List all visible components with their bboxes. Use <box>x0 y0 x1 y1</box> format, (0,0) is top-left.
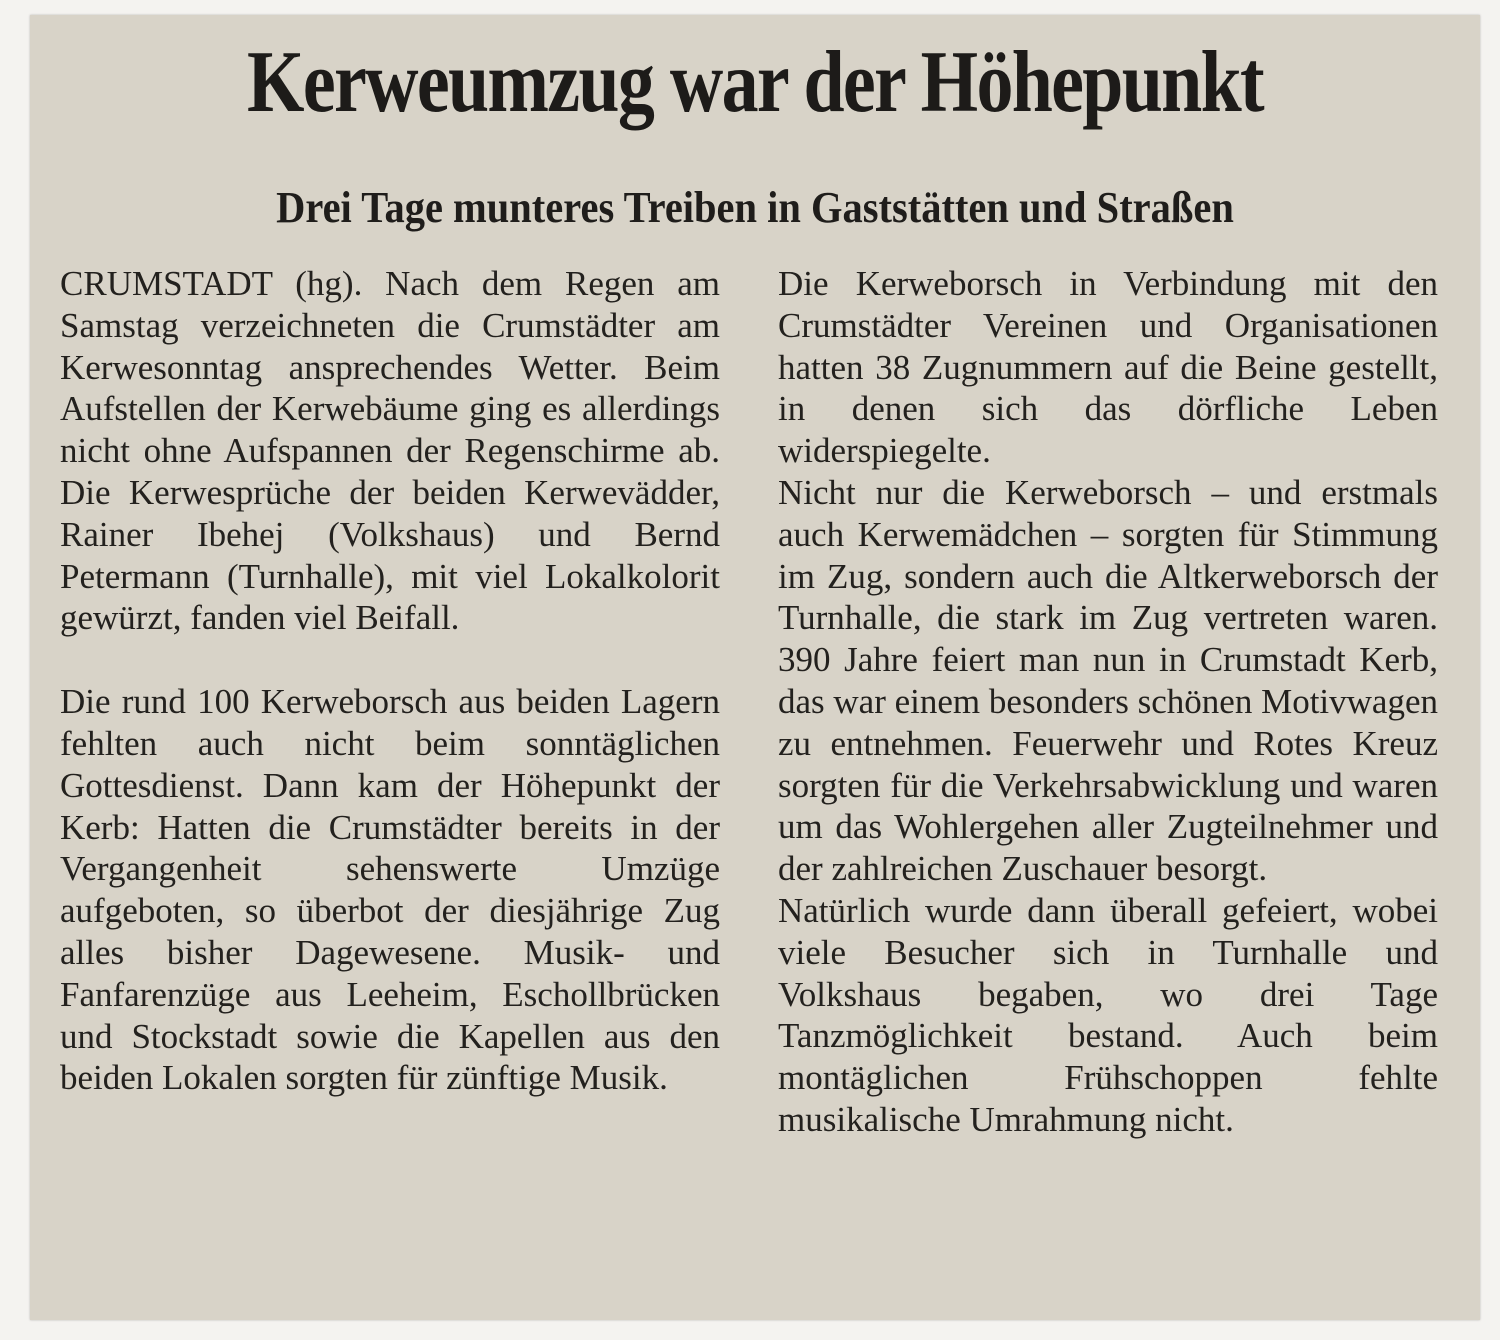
left-paragraph-2: Die rund 100 Kerweborsch aus beiden Lagern fehlten auch nicht beim sonntäglichen Gottesdienst. Dann kam der Höhepunkt der Kerb: Hatten die Crumstädter bereits in der Vergangenheit sehenswerte Umzüge aufgeboten, so überbot der diesjährige Zug alles bisher Dagewesene. Musik- und Fanfarenzüge aus Leeheim, Eschollbrücken und Stockstadt sowie die Kapellen aus den beiden Lokalen sorgten für zünftige Musik. <box>60 682 720 1098</box>
right-column <box>778 263 1438 1141</box>
headline: Kerweumzug war der Höhepunkt <box>247 34 1263 131</box>
newspaper-clipping <box>30 15 1480 1320</box>
right-paragraph-3: Natürlich wurde dann überall gefeiert, wobei viele Besucher sich in Turnhalle und Volkshaus begaben, wo drei Tage Tanzmöglichkeit bestand. Auch beim montäglichen Frühschoppen fehlte musikalische Umrahmung nicht. <box>778 890 1438 1139</box>
right-paragraph-1: Die Kerweborsch in Verbindung mit den Crumstädter Vereinen und Organisationen hatten 38 Zugnummern auf die Beine gestellt, in denen sich das dörfliche Leben widerspiegelte. <box>778 264 1438 471</box>
left-paragraph-1: CRUMSTADT (hg). Nach dem Regen am Samstag verzeichneten die Crumstädter am Kerwesonntag ansprechendes Wetter. Beim Aufstellen der Kerwebäume ging es allerdings nicht ohne Aufspannen der Regenschirme ab. Die Kerwesprüche der beiden Kerwevädder, Rainer Ibehej (Volkshaus) und Bernd Petermann (Turnhalle), mit viel Lokalkolorit gewürzt, fanden viel Beifall. <box>60 264 720 638</box>
right-paragraph-2: Nicht nur die Kerweborsch – und erstmals auch Kerwemädchen – sorgten für Stimmung im Zug, sondern auch die Altkerweborsch der Turnhalle, die stark im Zug vertreten waren. 390 Jahre feiert man nun in Crumstadt Kerb, das war einem besonders schönen Motivwagen zu entnehmen. Feuerwehr und Rotes Kreuz sorgten für die Verkehrsabwicklung und waren um das Wohlergehen aller Zugteilnehmer und der zahlreichen Zuschauer besorgt. <box>778 472 1438 889</box>
subheadline: Drei Tage munteres Treiben in Gaststätten und Straßen <box>276 183 1234 232</box>
left-column <box>60 263 720 1099</box>
